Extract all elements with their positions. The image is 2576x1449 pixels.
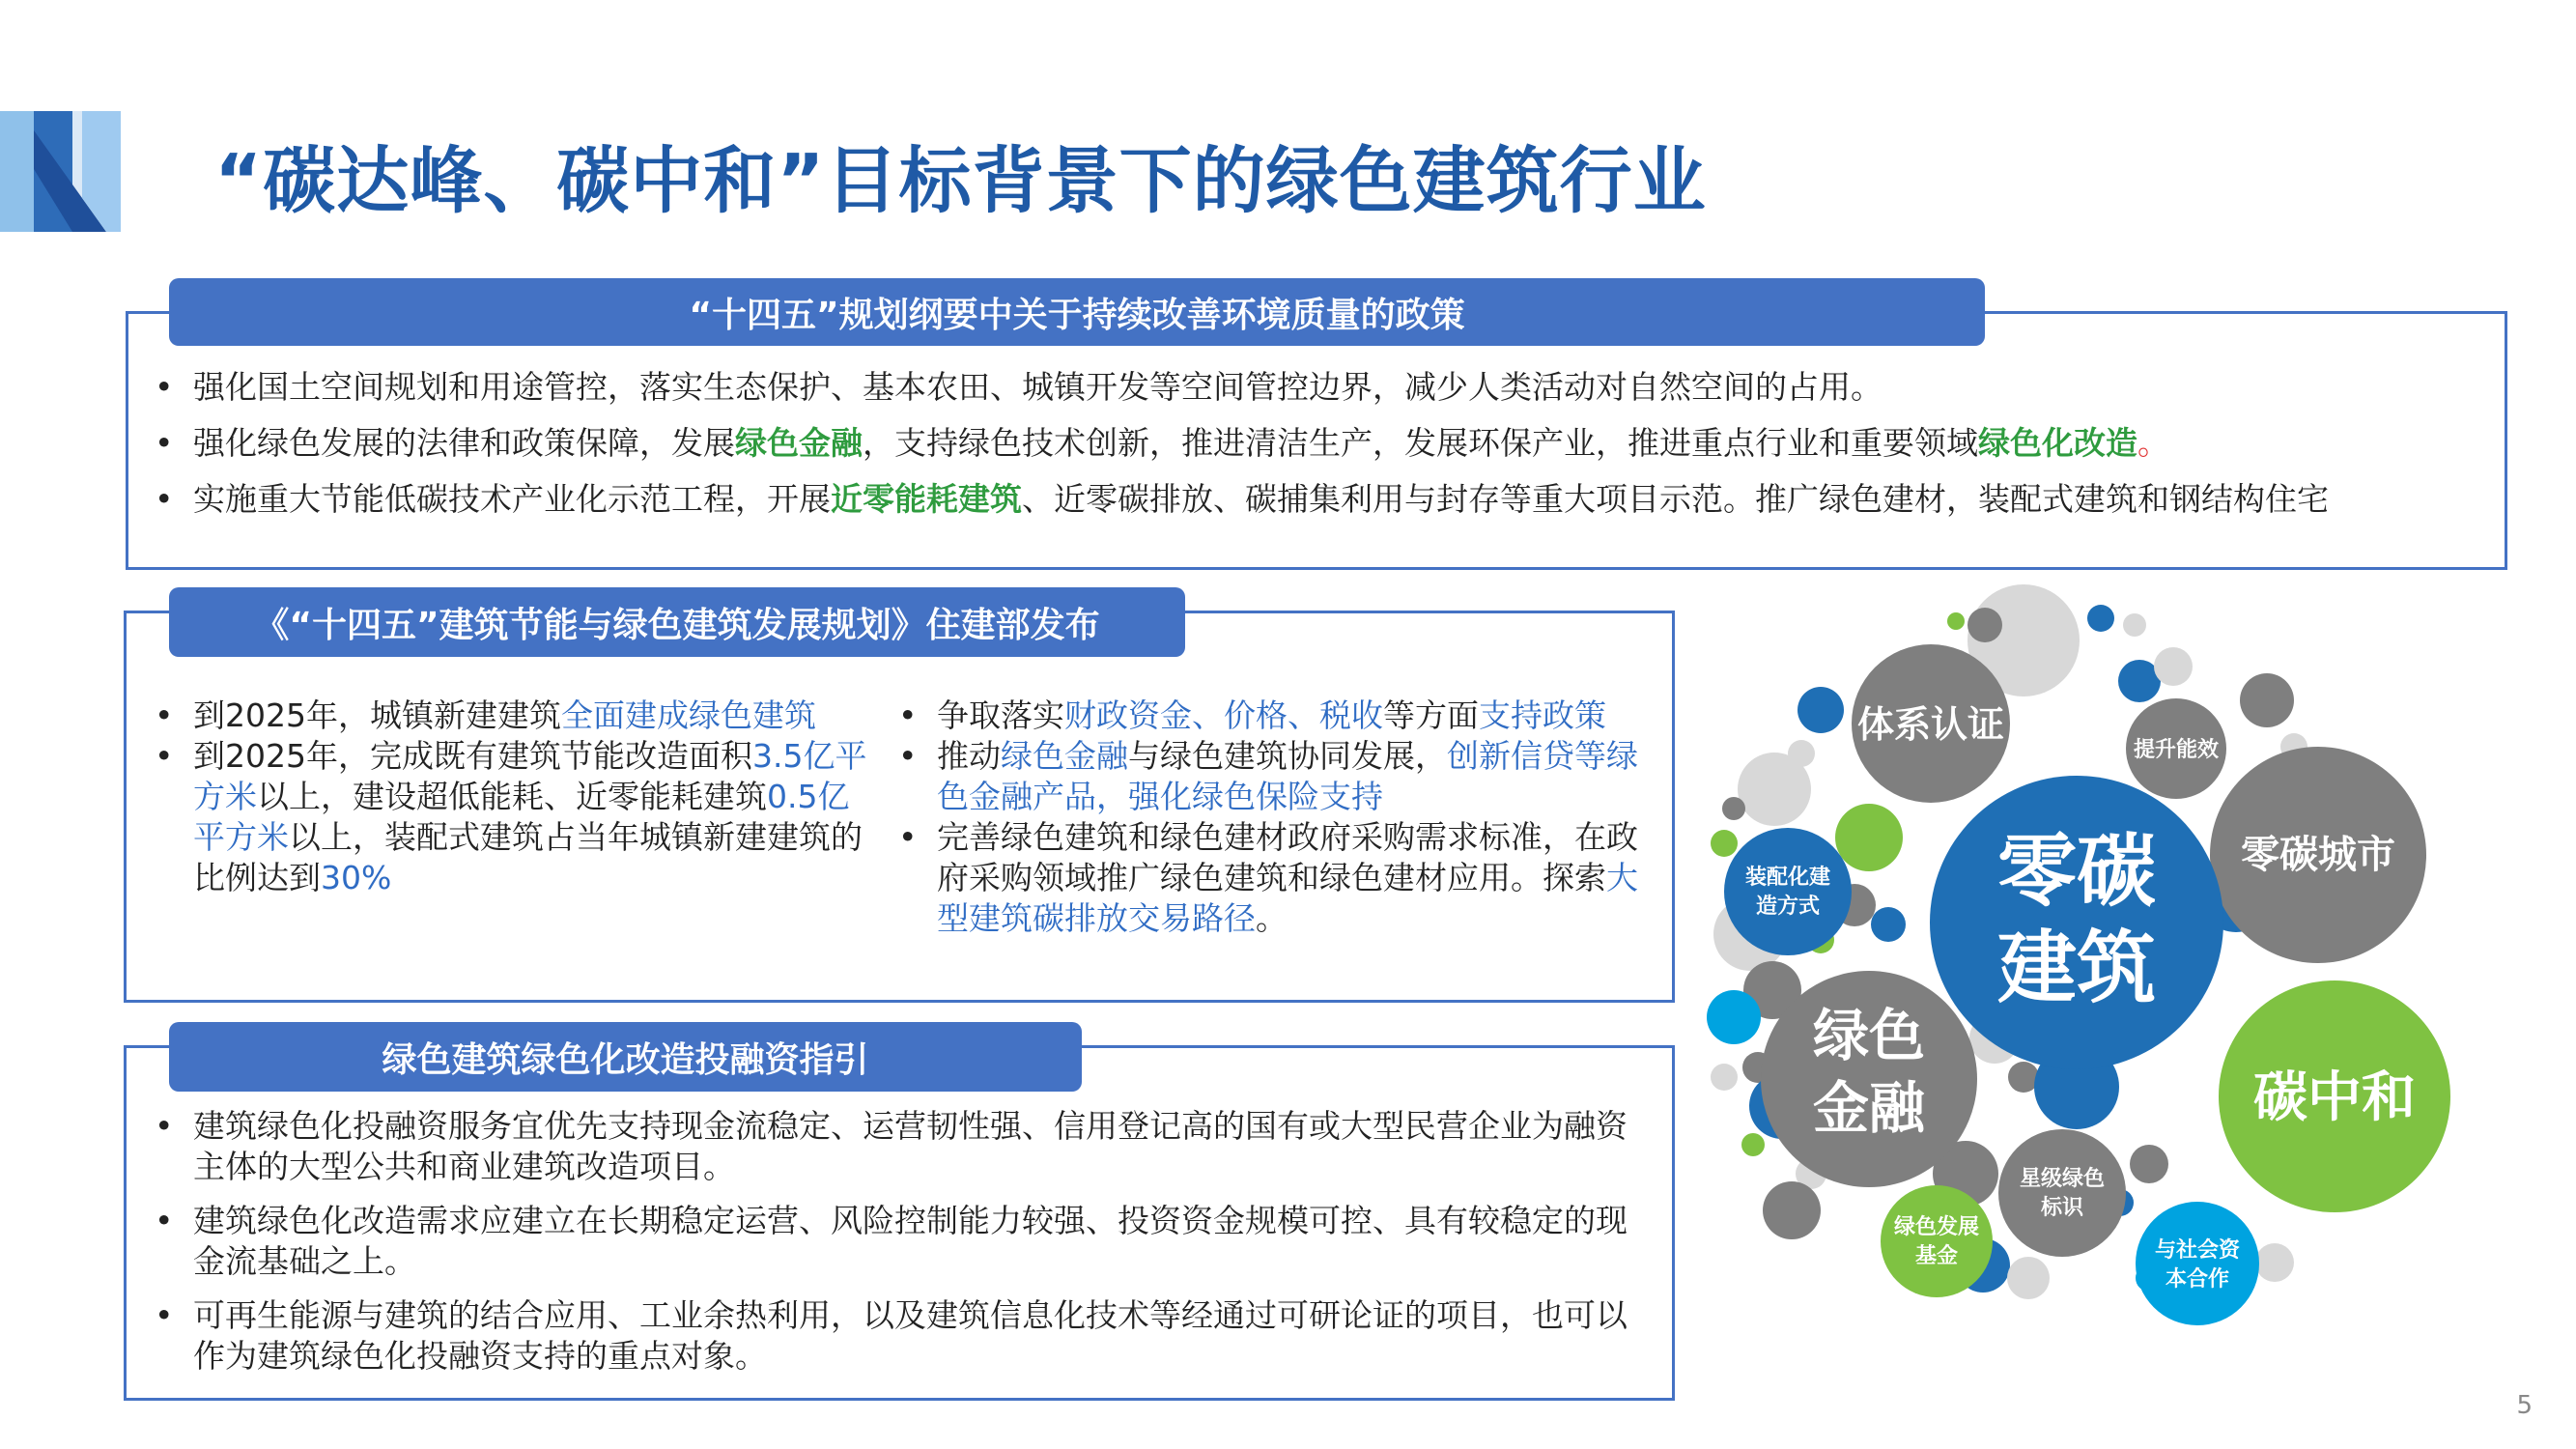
bullet-text: 建筑绿色化改造需求应建立在长期稳定运营、风险控制能力较强、投资资金规模可控、具有较稳定的现金流基础之上。 bbox=[193, 1202, 1628, 1280]
section-finance-header bbox=[169, 1022, 1082, 1092]
list-item bbox=[879, 696, 1661, 736]
bubble-lvse-jijin bbox=[1881, 1185, 1993, 1297]
bullet-text: 等方面 bbox=[1383, 696, 1479, 734]
highlight-text: 创新信贷等绿色金融产品，强化绿色保险支持 bbox=[937, 737, 1638, 815]
bullet-text: 以上，装配式建筑占当年城镇新建建筑的比例达到 bbox=[193, 818, 863, 896]
bubble-label: 与社会资 bbox=[2154, 1238, 2241, 1263]
bullet-text: 强化国土空间规划和用途管控，落实生态保护、基本农田、城镇开发等空间管控边界，减少人类活动对自然空间的占用。 bbox=[193, 368, 1882, 406]
list-item bbox=[135, 696, 869, 736]
bubble-label: 体系认证 bbox=[1856, 703, 2005, 746]
section-policy-header-text: “十四五”规划纲要中关于持续改善环境质量的政策 bbox=[689, 295, 1465, 335]
list-item bbox=[135, 1295, 1642, 1377]
highlight-text: 3.5亿平方米 bbox=[193, 737, 867, 815]
bullet-text: 到2025年，城镇新建建筑 bbox=[193, 696, 561, 734]
list-item bbox=[135, 479, 2473, 520]
bubble-label: 装配化建 bbox=[1744, 866, 1831, 890]
bubble-label: 建筑 bbox=[1996, 923, 2157, 1014]
bubble-label: 星级绿色 bbox=[2019, 1167, 2106, 1191]
section-policy-header bbox=[169, 278, 1985, 346]
bubble-label: 金融 bbox=[1812, 1075, 1926, 1141]
section-finance-list bbox=[135, 1106, 1642, 1377]
highlight-text: 绿色金融 bbox=[1001, 737, 1128, 775]
list-item bbox=[135, 736, 869, 898]
list-item bbox=[879, 736, 1661, 817]
bullet-text: 与绿色建筑协同发展， bbox=[1128, 737, 1447, 775]
bubble-label: 本合作 bbox=[2165, 1267, 2230, 1292]
list-item bbox=[135, 367, 2473, 408]
bubble-shehui-ziben bbox=[2136, 1202, 2259, 1325]
list-item bbox=[135, 1106, 1642, 1187]
section-policy-list bbox=[135, 367, 2473, 520]
highlight-text: 全面建成绿色建筑 bbox=[560, 696, 816, 734]
bullet-text: 争取落实 bbox=[937, 696, 1064, 734]
highlight-text: 绿色化改造 bbox=[1978, 424, 2137, 462]
highlight-text: 支持政策 bbox=[1479, 696, 1606, 734]
page-number: 5 bbox=[2516, 1391, 2533, 1420]
bubble-label: 碳中和 bbox=[2253, 1066, 2416, 1129]
section-plan-left-list bbox=[135, 696, 869, 898]
bubble-lingtan-chengshi bbox=[2210, 747, 2426, 963]
bubble-tixi-renzheng bbox=[1852, 644, 2010, 803]
bullet-text: 建筑绿色化投融资服务宜优先支持现金流稳定、运营韧性强、信用登记高的国有或大型民营企业为融资主体的大型公共和商业建筑改造项目。 bbox=[193, 1107, 1628, 1185]
bubble-label: 提升能效 bbox=[2133, 738, 2220, 762]
list-item bbox=[135, 423, 2473, 464]
highlight-text: 大型建筑碳排放交易路径 bbox=[937, 859, 1638, 937]
bubble-zhuangpei bbox=[1724, 828, 1852, 955]
bubble-label: 基金 bbox=[1914, 1244, 1959, 1268]
bullet-text: 推动 bbox=[937, 737, 1001, 775]
bubble-label: 零碳城市 bbox=[2241, 833, 2395, 877]
bullet-text: 、近零碳排放、碳捕集利用与封存等重大项目示范。推广绿色建材，装配式建筑和钢结构住宅 bbox=[1022, 480, 2329, 518]
bullet-text: 可再生能源与建筑的结合应用、工业余热利用，以及建筑信息化技术等经通过可研论证的项目，也可以作为建筑绿色化投融资支持的重点对象。 bbox=[193, 1296, 1628, 1375]
highlight-text: 近零能耗建筑 bbox=[831, 480, 1022, 518]
bullet-text: ，支持绿色技术创新，推进清洁生产，发展环保产业，推进重点行业和重要领域 bbox=[863, 424, 1978, 462]
section-finance-header-text: 绿色建筑绿色化改造投融资指引 bbox=[382, 1039, 869, 1080]
highlight-text: 财政资金、价格、税收 bbox=[1064, 696, 1383, 734]
highlight-text: 绿色金融 bbox=[735, 424, 863, 462]
bubble-tanzhonghe bbox=[2219, 980, 2450, 1212]
bullet-text: 。 bbox=[2137, 424, 2169, 462]
bubble-lvse-jinrong bbox=[1761, 971, 1977, 1187]
bubble-cluster bbox=[1695, 584, 2468, 1328]
bullet-text: 完善绿色建筑和绿色建材政府采购需求标准，在政府采购领域推广绿色建筑和绿色建材应用。探索 bbox=[937, 818, 1638, 896]
bubble-label: 造方式 bbox=[1755, 895, 1821, 919]
bullet-text: 以上，建设超低能耗、近零能耗建筑 bbox=[257, 778, 767, 815]
highlight-text: 0.5亿平方米 bbox=[193, 778, 850, 856]
highlight-text: 30% bbox=[321, 859, 392, 896]
bubble-label: 零碳 bbox=[1996, 826, 2157, 918]
bubble-label: 绿色发展 bbox=[1893, 1215, 1980, 1239]
section-plan-header bbox=[169, 587, 1185, 657]
bullet-text: 强化绿色发展的法律和政策保障，发展 bbox=[193, 424, 735, 462]
company-logo bbox=[0, 111, 121, 232]
list-item bbox=[879, 817, 1661, 939]
bubble-label: 标识 bbox=[2040, 1196, 2084, 1220]
bubble-xingji-biaoshi bbox=[1998, 1129, 2126, 1257]
bullet-text: 到2025年，完成既有建筑节能改造面积 bbox=[193, 737, 752, 775]
bubble-tisheng-nengxiao bbox=[2126, 698, 2226, 799]
bullet-text: 实施重大节能低碳技术产业化示范工程，开展 bbox=[193, 480, 831, 518]
bullet-text: 。 bbox=[1256, 899, 1288, 937]
page-title: “碳达峰、碳中和”目标背景下的绿色建筑行业 bbox=[214, 138, 1707, 223]
list-item bbox=[135, 1201, 1642, 1282]
section-plan-right-list bbox=[879, 696, 1661, 939]
bubble-label: 绿色 bbox=[1812, 1003, 1926, 1068]
bubble-center-lingtan-jianzhu bbox=[1930, 776, 2223, 1069]
section-plan-header-text: 《“十四五”建筑节能与绿色建筑发展规划》住建部发布 bbox=[254, 605, 1100, 645]
